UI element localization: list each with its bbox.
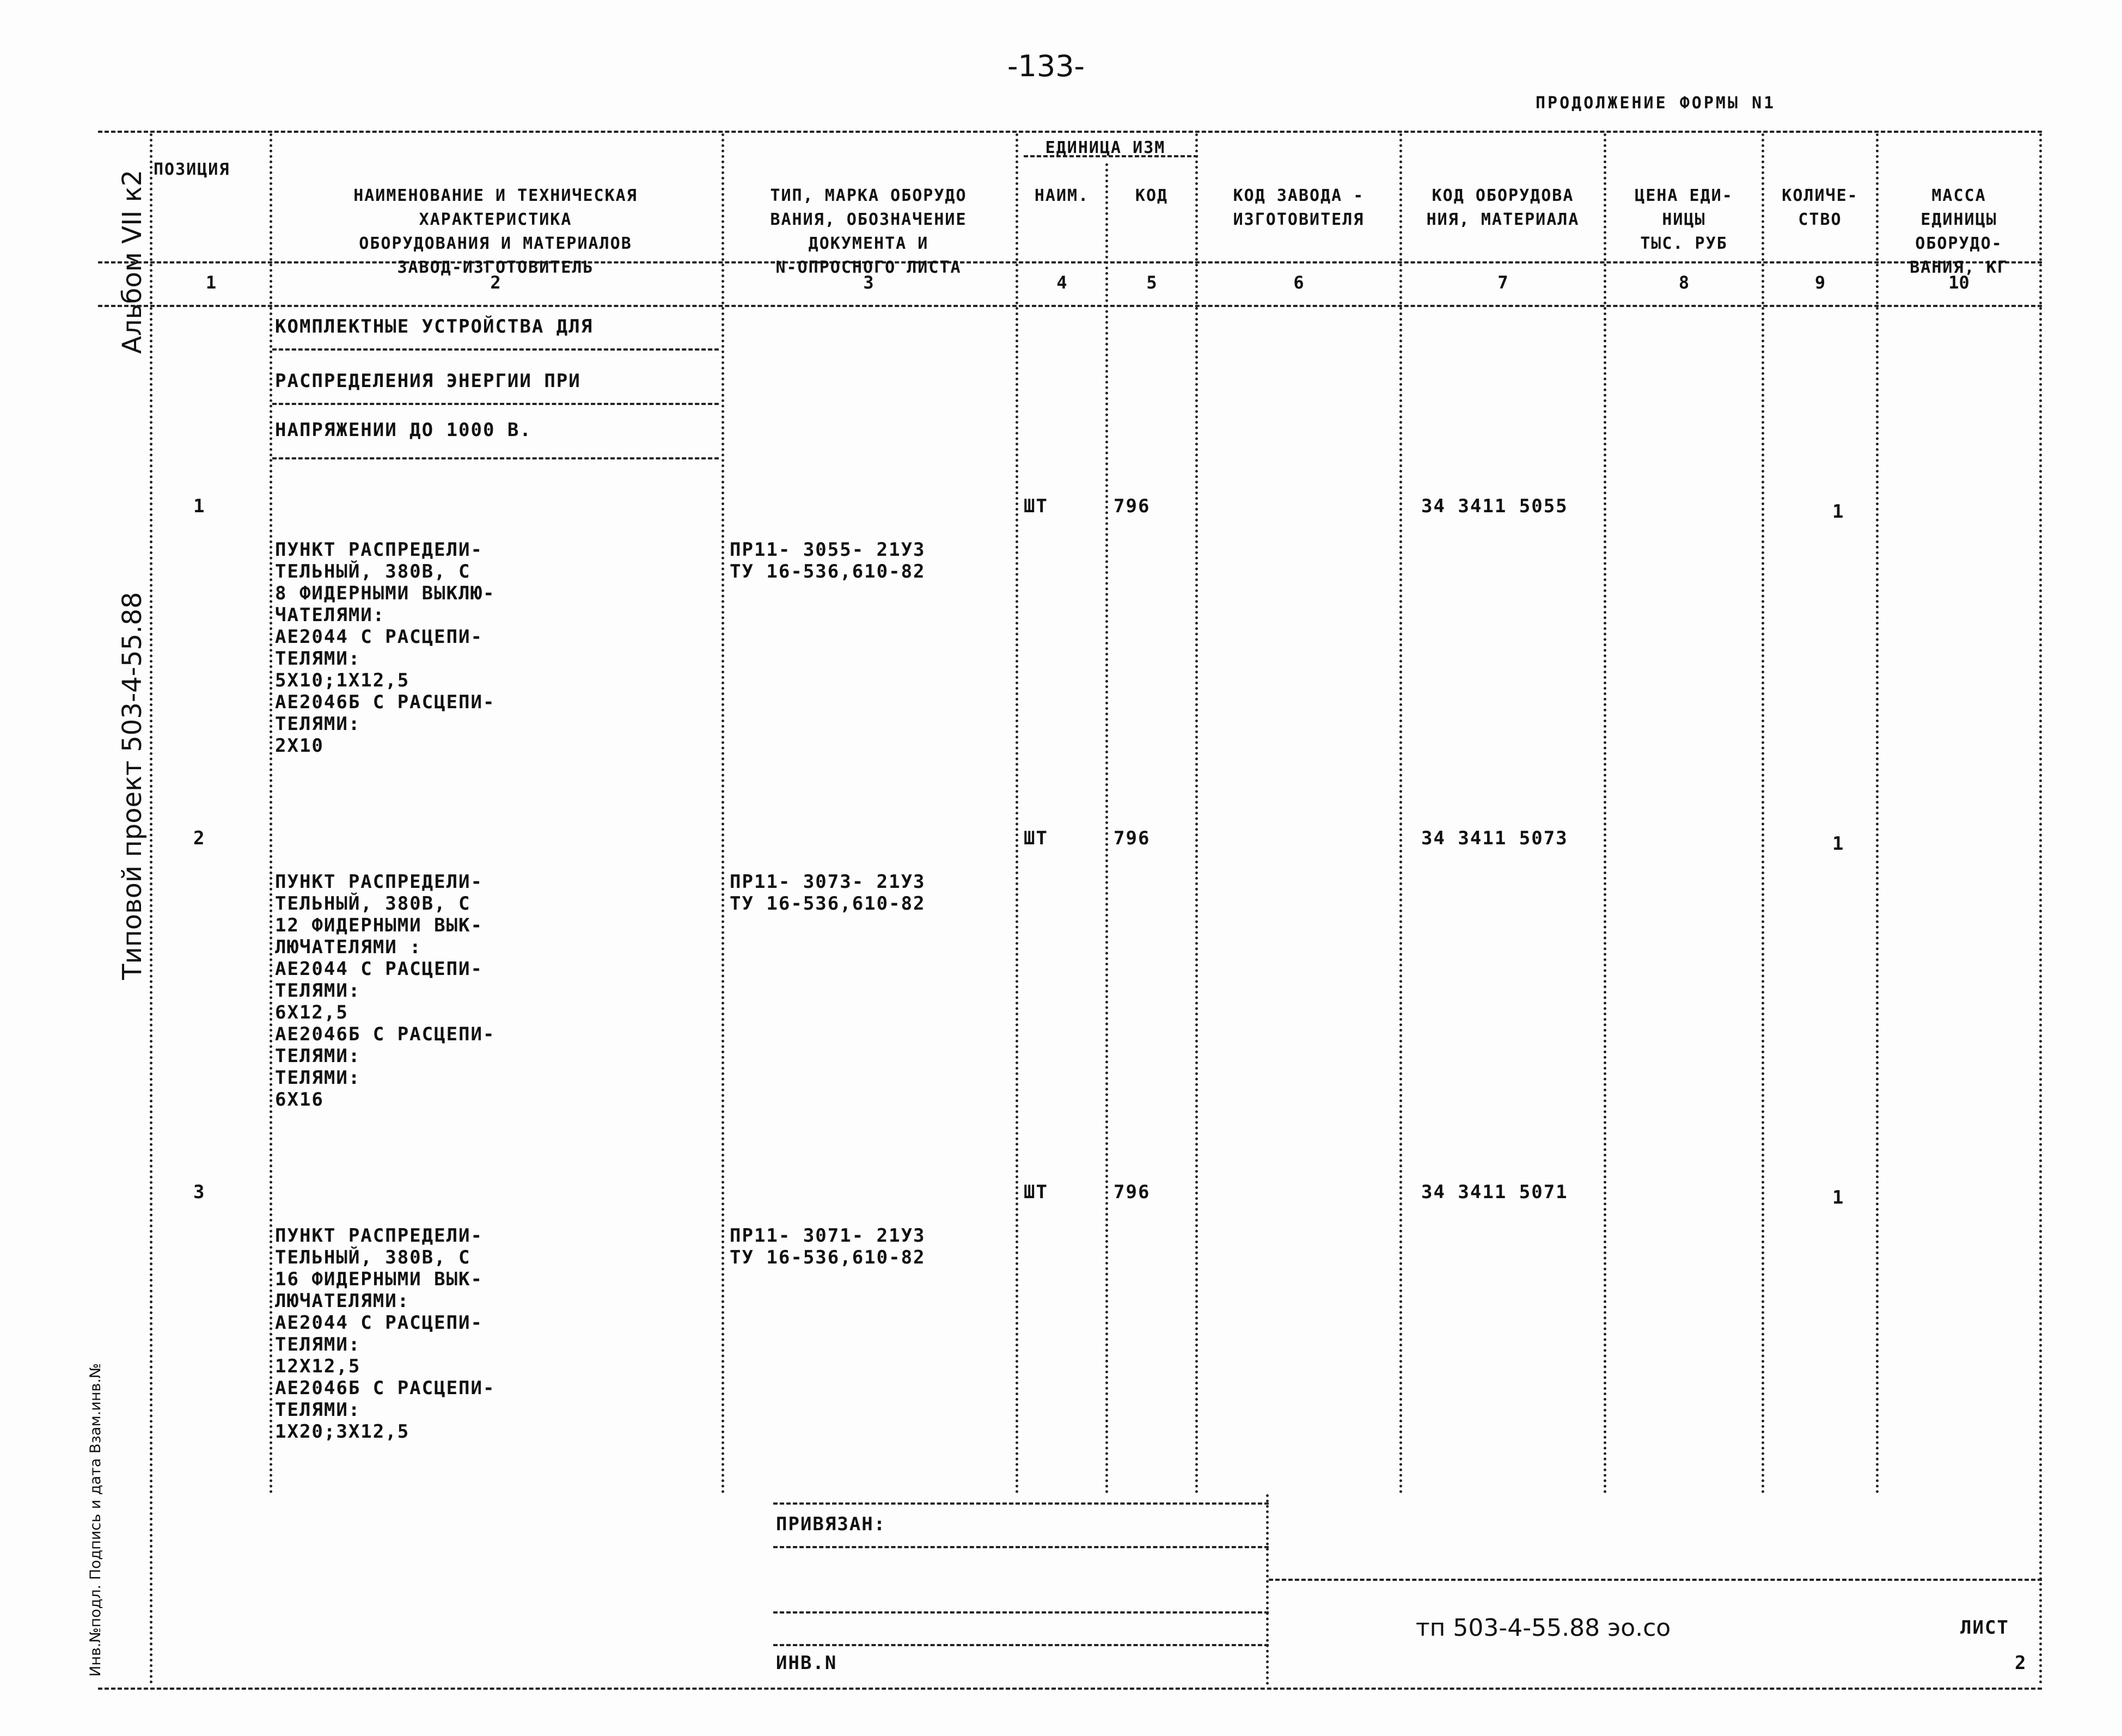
header-col5: КОД: [1135, 186, 1169, 205]
item-quantity: 1: [1832, 501, 1845, 523]
header-col1: ПОЗИЦИЯ: [154, 160, 230, 179]
stamp-rule-2: [773, 1546, 1269, 1548]
col-number-10: 10: [1948, 272, 1970, 293]
item-description: ПУНКТ РАСПРЕДЕЛИ- ТЕЛЬНЫЙ, 380В, С 8 ФИДЕРНЫМИ ВЫКЛЮ- ЧАТЕЛЯМИ: АЕ2044 С РАСЦЕПИ- ТЕЛЯМИ: 5X10;1X12,5 АЕ2046Б С РАСЦЕПИ- ТЕЛЯМИ: 2X10: [275, 539, 496, 757]
continuation-label: ПРОДОЛЖЕНИЕ ФОРМЫ N1: [1536, 94, 1776, 113]
table-bottom-rule: [98, 1688, 2042, 1690]
header-col8: ЦЕНА ЕДИ- НИЦЫ ТЫС. РУБ: [1635, 186, 1733, 253]
title-block-rule: [1269, 1579, 2042, 1581]
item-unit: ШТ: [1024, 827, 1048, 849]
col-sep-left: [150, 133, 152, 1685]
col-number-9: 9: [1814, 272, 1826, 293]
col-number-4: 4: [1056, 272, 1067, 293]
stamp-rule-3: [773, 1611, 1269, 1614]
section-title-line-3: НАПРЯЖЕНИИ ДО 1000 В.: [275, 419, 532, 441]
col-sep-4: [1105, 163, 1108, 1494]
col-number-8: 8: [1678, 272, 1690, 293]
header-col6: КОД ЗАВОДА - ИЗГОТОВИТЕЛЯ: [1233, 186, 1365, 229]
stamp-sep: [1266, 1494, 1269, 1685]
album-label: Альбом VII к2: [117, 169, 148, 354]
col-sep-8: [1762, 133, 1764, 1494]
header-col7: КОД ОБОРУДОВА НИЯ, МАТЕРИАЛА: [1426, 186, 1580, 229]
page-number: -133-: [1007, 49, 1085, 83]
header-col2: НАИМЕНОВАНИЕ И ТЕХНИЧЕСКАЯ ХАРАКТЕРИСТИКА ОБОРУДОВАНИЯ И МАТЕРИАЛОВ ЗАВОД-ИЗГОТОВИТЕЛЬ: [353, 186, 638, 277]
col-sep-1: [270, 133, 272, 1494]
privyazan-label: ПРИВЯЗАН:: [776, 1513, 886, 1535]
approval-stamp: Инв.№подл. Подпись и дата Взам.инв.№: [87, 1363, 104, 1677]
item-equipment-code: 34 3411 5055: [1421, 495, 1568, 517]
section-title-line-1: КОМПЛЕКТНЫЕ УСТРОЙСТВА ДЛЯ: [275, 316, 594, 338]
col-number-3: 3: [863, 272, 874, 293]
item-description: ПУНКТ РАСПРЕДЕЛИ- ТЕЛЬНЫЙ, 380В, С 16 ФИДЕРНЫМИ ВЫК- ЛЮЧАТЕЛЯМИ: АЕ2044 С РАСЦЕПИ- ТЕЛЯМИ: 12X12,5 АЕ2046Б С РАСЦЕПИ- ТЕЛЯМИ: 1X20;3X12,5: [275, 1225, 496, 1443]
stamp-rule-1: [773, 1502, 1269, 1505]
header-col4: НАИМ.: [1034, 186, 1090, 205]
col-number-5: 5: [1146, 272, 1157, 293]
section-rule-3: [272, 457, 719, 459]
item-type: ПР11- 3073- 21У3 ТУ 16-536,610-82: [730, 871, 926, 915]
item-quantity: 1: [1832, 833, 1845, 855]
col-sep-7: [1604, 133, 1606, 1494]
col-sep-6: [1399, 133, 1402, 1494]
item-description: ПУНКТ РАСПРЕДЕЛИ- ТЕЛЬНЫЙ, 380В, С 12 ФИДЕРНЫМИ ВЫК- ЛЮЧАТЕЛЯМИ : АЕ2044 С РАСЦЕПИ- ТЕЛЯМИ: 6X12,5 АЕ2046Б С РАСЦЕПИ- ТЕЛЯМИ: ТЕЛЯМИ: 6X16: [275, 871, 496, 1111]
item-unit-code: 796: [1114, 827, 1151, 849]
item-position: 3: [193, 1181, 206, 1203]
table-top-rule: [98, 131, 2042, 133]
header-col9: КОЛИЧЕ- СТВО: [1782, 186, 1858, 229]
col-sep-right: [2039, 133, 2042, 1685]
section-rule-2: [272, 403, 719, 405]
sheet-label: ЛИСТ: [1960, 1617, 2009, 1639]
header-unit-group: ЕДИНИЦА ИЗМ: [1045, 138, 1166, 157]
item-unit: ШТ: [1024, 1181, 1048, 1203]
item-position: 1: [193, 495, 206, 517]
item-equipment-code: 34 3411 5071: [1421, 1181, 1568, 1203]
section-title-line-2: РАСПРЕДЕЛЕНИЯ ЭНЕРГИИ ПРИ: [275, 370, 581, 392]
item-position: 2: [193, 827, 206, 849]
col-number-6: 6: [1293, 272, 1304, 293]
item-equipment-code: 34 3411 5073: [1421, 827, 1568, 849]
inv-number-label: ИНВ.N: [776, 1652, 837, 1674]
item-unit: ШТ: [1024, 495, 1048, 517]
sheet-number: 2: [2015, 1652, 2027, 1674]
item-type: ПР11- 3071- 21У3 ТУ 16-536,610-82: [730, 1225, 926, 1268]
item-unit-code: 796: [1114, 1181, 1151, 1203]
col-sep-5: [1195, 133, 1198, 1494]
column-number-rule: [98, 305, 2042, 307]
col-sep-2: [721, 133, 724, 1494]
document-code: тп 503-4-55.88 эо.со: [1416, 1614, 1671, 1642]
project-label: Типовой проект 503-4-55.88: [117, 592, 148, 980]
col-number-1: 1: [205, 272, 217, 293]
item-type: ПР11- 3055- 21У3 ТУ 16-536,610-82: [730, 539, 926, 582]
header-col10: МАССА ЕДИНИЦЫ ОБОРУДО- ВАНИЯ, КГ: [1910, 186, 2008, 277]
header-col3: ТИП, МАРКА ОБОРУДО ВАНИЯ, ОБОЗНАЧЕНИЕ ДОКУМЕНТА И N-ОПРОСНОГО ЛИСТА: [770, 186, 967, 277]
stamp-rule-4: [773, 1644, 1269, 1646]
col-sep-9: [1876, 133, 1879, 1494]
section-rule-1: [272, 348, 719, 351]
item-unit-code: 796: [1114, 495, 1151, 517]
col-number-2: 2: [490, 272, 501, 293]
col-sep-3: [1016, 133, 1018, 1494]
col-number-7: 7: [1497, 272, 1508, 293]
item-quantity: 1: [1832, 1187, 1845, 1209]
